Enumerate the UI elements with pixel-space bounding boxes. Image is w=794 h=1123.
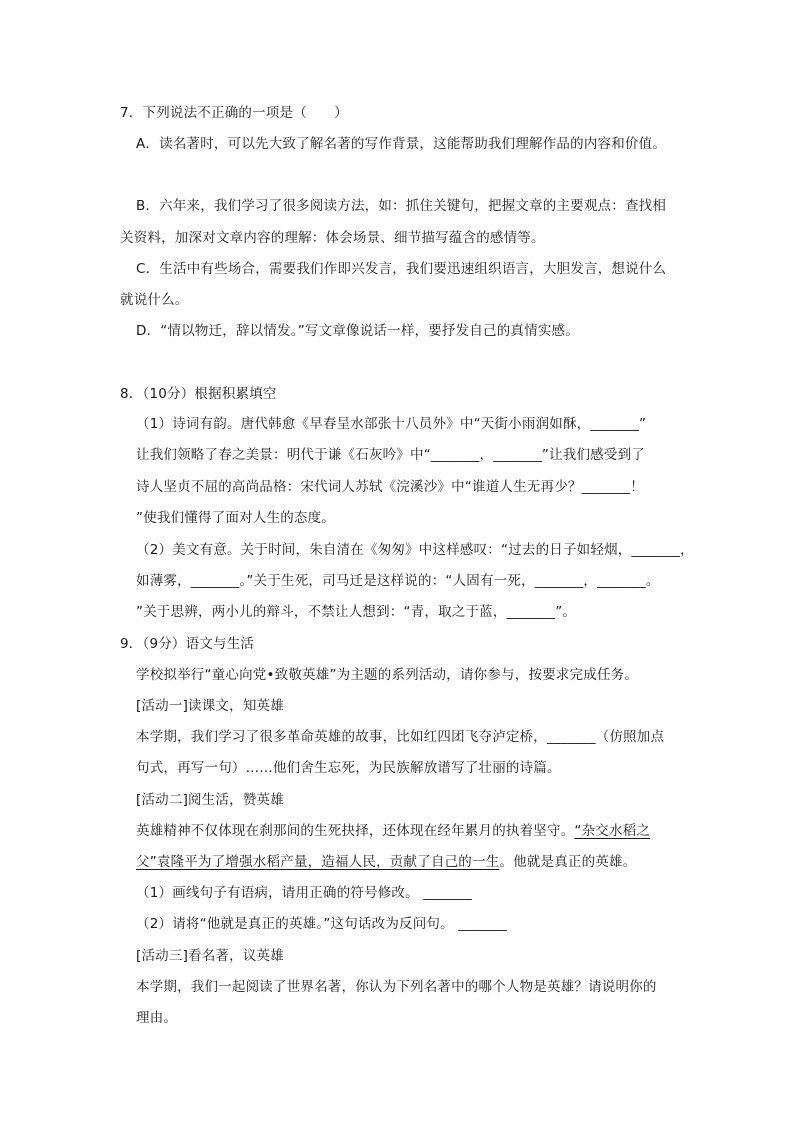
q8-part1-line3: 诗人坚贞不屈的高尚品格：宋代词人苏轼《浣溪沙》中“谁道人生无再少？_______！ xyxy=(136,479,644,495)
q9-activity2-tail: 。他就是真正的英雄。 xyxy=(499,854,637,870)
q7-stem: 7．下列说法不正确的一项是（ ） xyxy=(120,105,348,121)
q9-activity1-heading: [活动一]读课文，知英雄 xyxy=(136,698,284,714)
q9-activity3-heading: [活动三]看名著，议英雄 xyxy=(136,948,284,964)
q9-activity2-line2 xyxy=(136,852,636,872)
q8-part1-line2: 让我们领略了春之美景：明代于谦《石灰吟》中“_______，_______”让我们感受到了 xyxy=(136,447,645,463)
q7-option-d: D．“情以物迁，辞以情发。”写文章像说话一样，要抒发自己的真情实感。 xyxy=(136,323,579,339)
q9-stem: 9．（9分）语文与生活 xyxy=(120,636,255,652)
q7-option-a: A．读名著时，可以先大致了解名著的写作背景，这能帮助我们理解作品的内容和价值。 xyxy=(136,136,667,152)
q7-option-b-line2: 关资料，加深对文章内容的理解：体会场景、细节描写蕴含的感情等。 xyxy=(120,230,545,246)
q9-underlined-sentence-part2: 父”袁隆平为了增强水稻产量，造福人民，贡献了自己的一生 xyxy=(136,854,500,870)
q8-part2-line3: ”关于思辨，两小儿的辩斗，不禁让人想到：“青，取之于蓝，_______”。 xyxy=(136,604,577,620)
q9-activity2-line1 xyxy=(136,821,650,841)
q9-underlined-sentence-part1: “杂交水稻之 xyxy=(574,823,651,839)
q7-option-b-line1: B．六年来，我们学习了很多阅读方法，如：抓住关键句，把握文章的主要观点：查找相 xyxy=(136,198,667,214)
q9-subquestion1: （1）画线句子有语病，请用正确的符号修改。 _______ xyxy=(136,885,472,901)
q9-activity3-line2: 理由。 xyxy=(136,1010,178,1026)
q9-activity3-line1: 本学期，我们一起阅读了世界名著，你认为下列名著中的哪个人物是英雄？请说明你的 xyxy=(136,979,657,995)
q8-part1-line4: ”使我们懂得了面对人生的态度。 xyxy=(136,510,335,526)
q9-subquestion2: （2）请将“他就是真正的英雄。”这句话改为反问句。 _______ xyxy=(136,916,507,932)
q8-stem: 8．（10分）根据积累填空 xyxy=(120,386,277,402)
q9-activity1-line2: 句式，再写一句）……他们舍生忘死，为民族解放谱写了壮丽的诗篇。 xyxy=(136,760,561,776)
q9-intro: 学校拟举行“童心向党•致敬英雄”为主题的系列活动，请你参与，按要求完成任务。 xyxy=(136,667,639,683)
q9-activity2-heading: [活动二]阅生活，赞英雄 xyxy=(136,792,284,808)
q7-option-c-line2: 就说什么。 xyxy=(120,292,189,308)
q8-part2-line1: （2）美文有意。关于时间，朱自清在《匆匆》中这样感叹：“过去的日子如轻烟，_______， xyxy=(136,542,694,558)
q8-part1-line1: （1）诗词有韵。唐代韩愈《早春呈水部张十八员外》中“天街小雨润如酥，_______” xyxy=(136,416,647,432)
q8-part2-line2: 如薄雾，_______。”关于生死，司马迁是这样说的：“人固有一死，_______，_______。 xyxy=(136,573,660,589)
q9-activity2-text: 英雄精神不仅体现在刹那间的生死抉择，还体现在经年累月的执着坚守。 xyxy=(136,823,575,839)
q9-activity1-line1: 本学期，我们学习了很多革命英雄的故事，比如红四团飞夺泸定桥，_______（仿照加点 xyxy=(136,729,665,745)
q7-option-c-line1: C．生活中有些场合，需要我们作即兴发言，我们要迅速组织语言，大胆发言，想说什么 xyxy=(136,261,667,277)
